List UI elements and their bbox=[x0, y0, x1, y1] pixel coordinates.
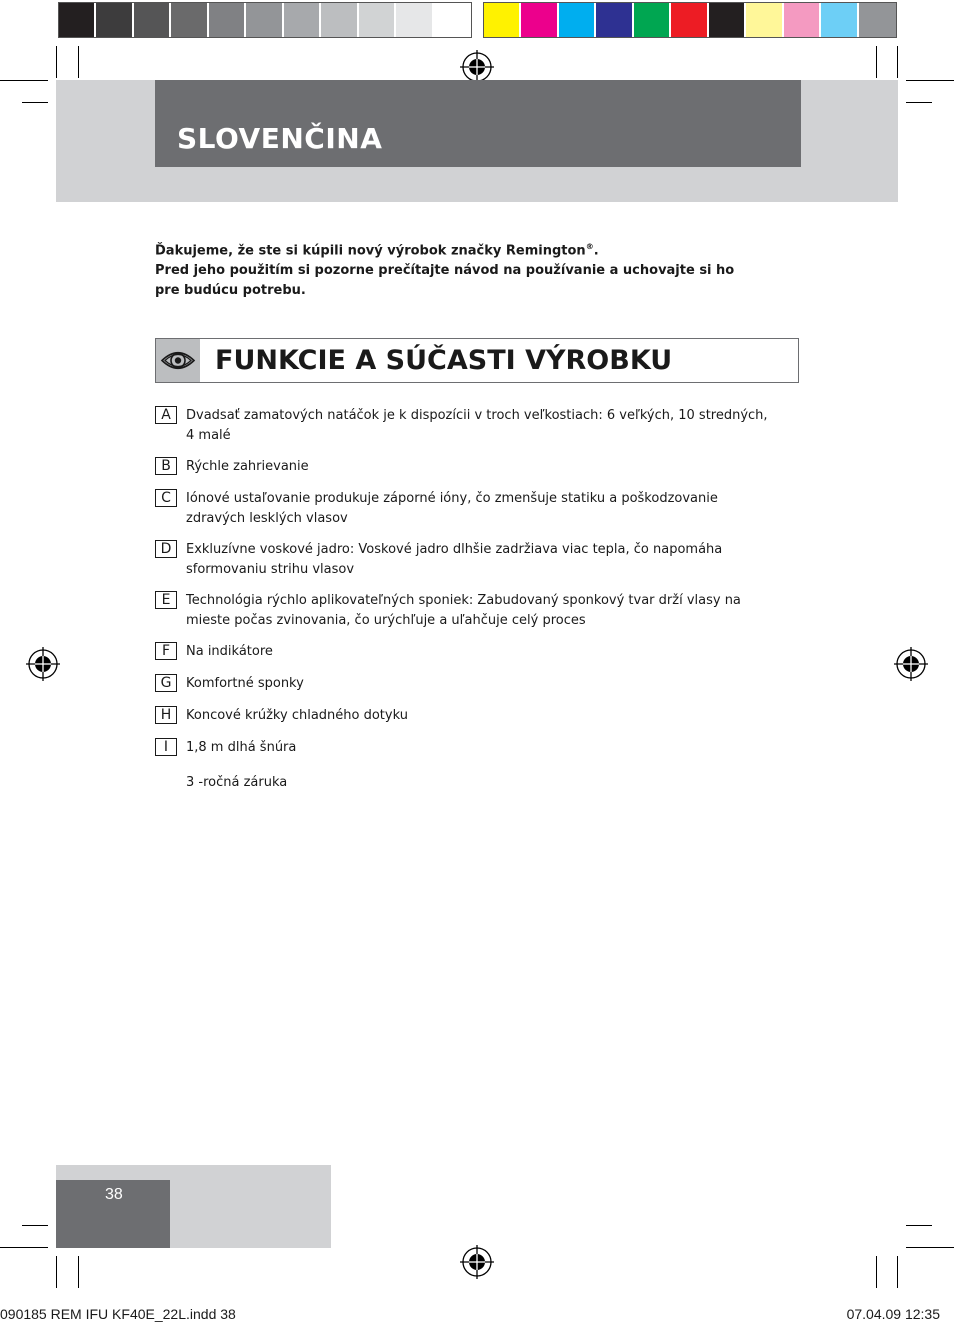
feature-text: Dvadsať zamatových natáčok je k dispozícii v troch veľkostiach: 6 veľkých, 10 stredných, 4 malé bbox=[186, 408, 768, 443]
swatch bbox=[634, 3, 671, 37]
grayscale-color-bar bbox=[58, 2, 472, 38]
swatch bbox=[396, 3, 433, 37]
swatch bbox=[521, 3, 558, 37]
registration-mark-icon bbox=[460, 50, 494, 84]
feature-text: Technológia rýchlo aplikovateľných sponiek: Zabudovaný sponkový tvar drží vlasy na mieste počas zvinovania, čo urýchľuje a uľahčuje celý proces bbox=[186, 593, 741, 628]
swatch bbox=[709, 3, 746, 37]
crop-mark bbox=[906, 1247, 954, 1248]
feature-letter: I bbox=[155, 738, 177, 756]
section-title: FUNKCIE A SÚČASTI VÝROBKU bbox=[215, 345, 673, 376]
feature-letter: D bbox=[155, 540, 177, 558]
feature-letter: E bbox=[155, 591, 177, 609]
swatch bbox=[671, 3, 708, 37]
crop-mark bbox=[56, 46, 57, 78]
feature-letter: B bbox=[155, 457, 177, 475]
swatch bbox=[96, 3, 133, 37]
crop-mark bbox=[78, 46, 79, 78]
registration-mark-icon bbox=[460, 1245, 494, 1279]
feature-letter: F bbox=[155, 642, 177, 660]
crop-mark bbox=[876, 46, 877, 78]
crop-mark bbox=[906, 1225, 932, 1226]
intro-line: Pred jeho použitím si pozorne prečítajte návod na používanie a uchovajte si ho bbox=[155, 263, 735, 279]
swatch bbox=[559, 3, 596, 37]
swatch bbox=[246, 3, 283, 37]
intro-line-text: Ďakujeme, že ste si kúpili nový výrobok značky Remington bbox=[155, 243, 586, 259]
feature-text: Iónové ustaľovanie produkuje záporné ióny, čo zmenšuje statiku a poškodzovanie zdravých lesklých vlasov bbox=[186, 491, 718, 526]
crop-mark bbox=[906, 80, 954, 81]
crop-mark bbox=[22, 1225, 48, 1226]
feature-letter: H bbox=[155, 706, 177, 724]
page-title: SLOVENČINA bbox=[177, 122, 383, 155]
process-color-bar bbox=[483, 2, 897, 38]
feature-text: Koncové krúžky chladného dotyku bbox=[186, 708, 408, 723]
feature-text: Na indikátore bbox=[186, 644, 273, 659]
feature-letter: A bbox=[155, 406, 177, 424]
swatch bbox=[821, 3, 858, 37]
crop-mark bbox=[0, 80, 48, 81]
crop-mark bbox=[897, 46, 898, 78]
page-number: 38 bbox=[105, 1186, 123, 1203]
crop-mark bbox=[906, 102, 932, 103]
eye-icon bbox=[156, 339, 200, 382]
swatch bbox=[859, 3, 896, 37]
swatch bbox=[209, 3, 246, 37]
crop-mark bbox=[78, 1256, 79, 1288]
intro-line bbox=[155, 237, 795, 261]
swatch bbox=[359, 3, 396, 37]
crop-mark bbox=[0, 1247, 48, 1248]
feature-text: Exkluzívne voskové jadro: Voskové jadro dlhšie zadržiava viac tepla, čo napomáha sformovaniu strihu vlasov bbox=[186, 542, 723, 577]
slug-datetime: 07.04.09 12:35 bbox=[846, 1306, 940, 1322]
intro-line-end: . bbox=[593, 243, 599, 259]
warranty-text: 3 -ročná záruka bbox=[186, 775, 288, 790]
crop-mark bbox=[22, 102, 48, 103]
registration-mark-icon bbox=[894, 647, 928, 681]
feature-letter: G bbox=[155, 674, 177, 692]
feature-text: Rýchle zahrievanie bbox=[186, 459, 309, 474]
swatch bbox=[784, 3, 821, 37]
slug-filename: 090185 REM IFU KF40E_22L.indd 38 bbox=[0, 1306, 236, 1322]
swatch bbox=[484, 3, 521, 37]
section-icon-box bbox=[156, 339, 200, 382]
swatch bbox=[746, 3, 783, 37]
section-heading bbox=[155, 338, 799, 383]
swatch bbox=[321, 3, 358, 37]
intro-line: pre budúcu potrebu. bbox=[155, 283, 306, 299]
feature-text: Komfortné sponky bbox=[186, 676, 304, 691]
feature-text: 1,8 m dlhá šnúra bbox=[186, 740, 297, 755]
intro-text bbox=[155, 237, 795, 301]
feature-letter: C bbox=[155, 489, 177, 507]
swatch bbox=[596, 3, 633, 37]
swatch bbox=[59, 3, 96, 37]
swatch bbox=[134, 3, 171, 37]
registered-mark: ® bbox=[585, 242, 594, 251]
swatch bbox=[171, 3, 208, 37]
registration-mark-icon bbox=[26, 647, 60, 681]
crop-mark bbox=[56, 1256, 57, 1288]
swatch bbox=[434, 3, 471, 37]
crop-mark bbox=[876, 1256, 877, 1288]
swatch bbox=[284, 3, 321, 37]
crop-mark bbox=[897, 1256, 898, 1288]
